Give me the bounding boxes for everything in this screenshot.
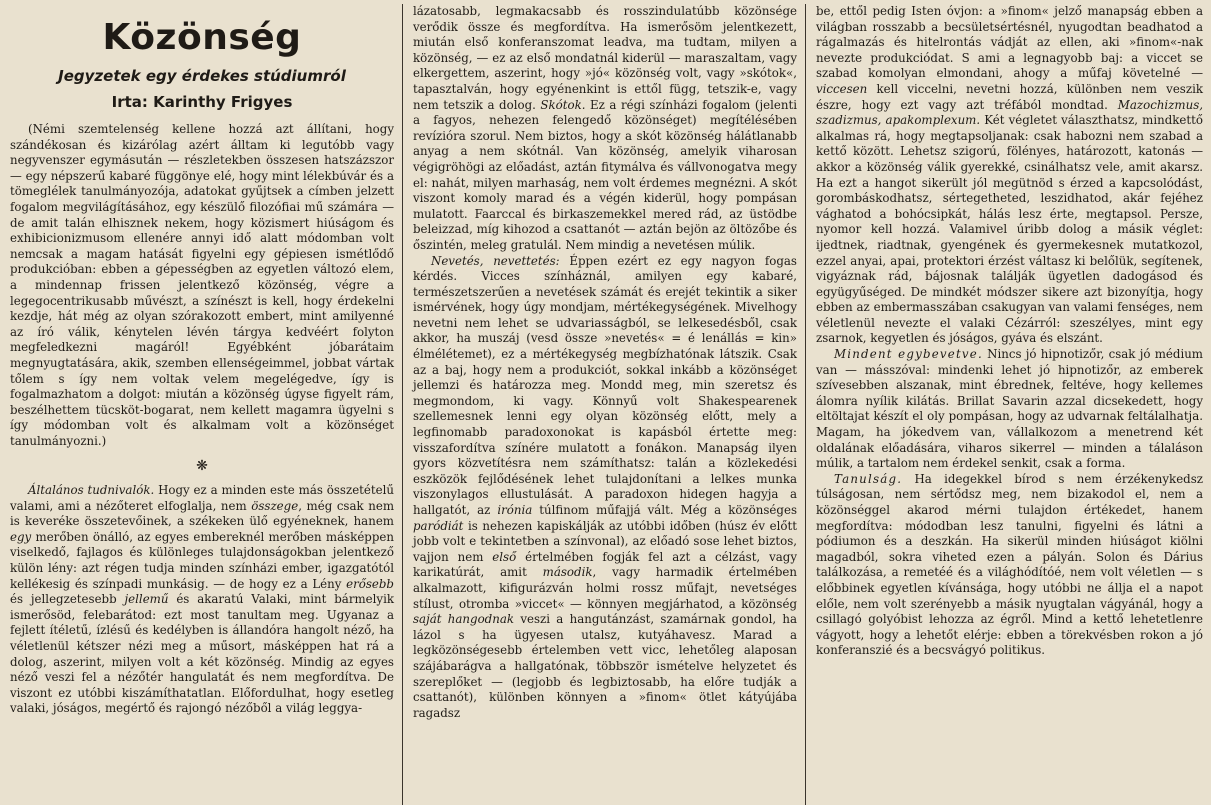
text-run: Nincs jó hipnotizőr, csak jó médium van — másszóval: mindenki lehet jó hipnotizőr, az emberek szívesebben alszanak, mint ébrednek, feltéve, hogy kellemes álomra nyílik kilátás. Brillat Savarin azzal dicsekedett, hogy eltöltajat készít el oly pompásan, hogy az udvarnak feltálalhatja. Magam, ha jókedvem van, vállalkozom a menetrend két oldalának előadására, viharos sikerrel — minden a tálaláson múlik, a tartalom nem érdekel senkit, csak a forma. (816, 347, 1203, 471)
continued-paragraph (816, 4, 1203, 347)
text-run: , még csak nem is keveréke összetevőinek, a székeken ülő egyéneknek, hanem (10, 498, 395, 529)
column-3 (806, 4, 1211, 801)
section-heading: Tanulság. (834, 471, 903, 486)
text-run: értelmében fogják fel azt a célzást, vagy karikatúrát, amit (413, 549, 797, 580)
text-run: Ha idegekkel bírod s nem érzékenykedsz túlságosan, nem sértődsz meg, nem bizakodol el, nem a közönséggel akarod mérni tulajdon értékedet, hanem megfordítva: módodban lesz tanulni, figyelni és látni a pódiumon és a deszkán. Ha sikerül minden hiúságot kiölni magadból, sokra viheted ezen a pályán. Solon és Dárius találkozása, a remetéé és a világhódítóé, nem volt véletlen — s előbbinek egyetlen kívánsága, hogy utóbbi ne állja el a napot előle, nem volt szerényebb a másik nyugtalan vágyánál, hogy a csillagó golyóbist lehozza az égről. Mind a kettő lehetetlenre vágyott, hogy a lehetőt elérje: ebben a törekvésben rokon a jó konferanszié és a becsvágyó politikus. (816, 471, 1203, 658)
section-heading: Skótok. (540, 97, 586, 112)
article-subtitle: Jegyzetek egy érdekes stúdiumról (58, 67, 346, 85)
text-run: veszi a hangutánzást, szamárnak gondol, ha lázol s ha ügyesen utalsz, kutyáhavesz. Marad a legközönségesebb értelemben vett vicc, lehetőleg alaposan szájábarágva a hallgatónak, többször ismételve helyzetet és szereplőket — (legjobb és legbiztosabb, ha előre tudják a csattanót), különben könnyen a »finom« ötlet kátyújába ragadsz (413, 612, 798, 720)
section-lesson-paragraph (816, 472, 1203, 659)
text-run: és akaratú Valaki, mint bármelyik ismerősöd, felebarátod: ezt most tanultam meg. Ugyanaz a fejlett ítéletű, ízlésű és kedélyben is állandóra hangolt néző, ha véletlenül kétszer nézi meg a műsort, másképpen hat rá a dolog, aszerint, milyen volt a két közönség. Mindig az egyes néző veszi fel a nézőtér hangulatát és nem megfordítva. De viszont ez utóbbi kiszámíthatatlan. Előfordulhat, hogy esetleg valaki, jóságos, megértő és rajongó nézőből a világ leggya- (10, 592, 394, 716)
section-divider-ornament: ❋ (196, 458, 208, 475)
section-heading: Mindent egybevetve. (834, 347, 983, 362)
section-laughter-paragraph (413, 254, 797, 722)
text-run-italic: egy (10, 529, 32, 544)
text-run: kell viccelni, nevetni hozzá, különben nem veszik észre, hogy ezt vagy azt tréfából mondtad. (816, 81, 1203, 112)
text-run-italic: erősebb (346, 576, 394, 591)
section-heading: Általános tudnivalók. (28, 483, 155, 498)
text-run: be, ettől pedig Isten óvjon: a »finom« jelző manapság ebben a világban rosszabb a becsületsértésnél, nyugodtan beadhatod a rágalmazás és hitelrontás vádját az ellen, aki »finom«-nak nevezte produkciódat. S ami a legnagyobb baj: a viccet se szabad komolyan elmondani, ahogy a műfaj követelné — (816, 4, 1203, 81)
text-run-italic: saját hangodnak (413, 612, 515, 627)
text-run-italic: irónia (497, 503, 533, 517)
text-run: Éppen ezért ez egy nagyon fogas kérdés. Vicces színháznál, amilyen egy kabaré, természetszerűen a nevetések számát és erejét tekintik a siker ismérvének, hogy úgy mondjam, mértékegységének. Mivelhogy nevetni nem lehet se udvariasságból, se lelkesedésből, csak akkor, ha muszáj (vesd össze »nevetés« = é lenállás = kin» élmélétemet), ez a mértékegység megbízhatónak látszik. Csak az a baj, hogy nem a produkciót, sokkal inkább a közönséget jellemzi és határozza meg. Mondd meg, min szeretsz és megmondom, ki vagy. Könnyű volt Shakespearenek szellemesnek lenni egy olyan közönség előtt, mely a legfinomabb paradoxonokat is kapásból értette meg: visszafordítva színére mulatott a fonákon. Manapság ilyen gyors közvetítésra nem számíthatsz: talán a közlekedési eszközök fejlődésének lehet tulajdonítani a lelkes munka viszonylagos ellustulását. A paradoxon hidegen hagyja a hallgatót, az (413, 253, 797, 517)
text-run: merőben önálló, az egyes embereknél merőben másképpen viselkedő, fajlagos és különleges tulajdonságokban jelentkező külön lény: azt régen tudja minden színházi ember, igazgatótól kellékesig és színpadi munkásig. — de hogy ez a Lény (10, 529, 394, 591)
text-run-italic: paródiát (413, 518, 464, 533)
section-heading: Nevetés, nevettetés: (431, 253, 560, 268)
column-2 (403, 4, 805, 801)
text-run: Két végletet választhatsz, mindkettő alkalmas rá, hogy megtapsoljanak: csak habozni nem szabad a kettő között. Lehetsz szigorú, fölényes, határozott, katonás — akkor a közönség válik gyerekké, csinálhatsz vele, amit akarsz. Ha ezt a hangot sikerült jól megütnöd s érzed a kapcsolódást, gorombáskodhatsz, sértegetheted, leszidhatod, akár fejéhez vághatod a bohócsipkát, hálás lesz érte, megtapsol. Persze, nyomor kell hozzá. Valamivel úribb dolog a másik véglet: ijedtnek, riadtnak, gyengének és gyermekesnek mutatkozol, ezzel anyai, apai, protektori érzést váltasz ki belőlük, segítenek, vigyáznak rád, bájosnak találják ügyetlen dadogásod és együgyűséged. De mindkét módszer sikere azt bizonyítja, hogy ebben az embermasszában csakugyan van valami fenséges, nem véletlenül nevezte el valaki Cézárról: szeszélyes, mint egy zsarnok, kegyetlen és jóságos, gyáva és elszánt. (816, 113, 1203, 346)
text-run: is nehezen kapiskálják az utóbbi időben (húsz év előtt jobb volt e tekintetben a színvonal), az előadó sose lehet biztos, vajjon nem (413, 518, 797, 564)
text-run: túlfinom műfajjá vált. Még a közönséges (532, 503, 797, 517)
text-run: Hogy ez a minden este más összetételű valami, ami a nézőteret elfoglalja, nem (10, 483, 394, 513)
text-run: , vagy harmadik értelmében alkalmazott, kifigurázván holmi rossz műfajt, nevetséges stílust, otromba »viccet« — könnyen megjárhatod, a közönség (413, 565, 798, 611)
section-summary-paragraph (816, 347, 1203, 472)
text-run-italic: második (542, 565, 593, 580)
text-run: lázatosabb, legmakacsabb és rosszindulatúbb közönsége verődik össze és megfordítva. Ha ismerősöm jelentkezett, miután első konferanszomat leadva, ma tudtam, milyen a közönség, — ez az első mondatnál kiderül — maraszaltam, vagy elkergettem, aszerint, hogy »jó« közönség volt, vagy »skótok«, tapasztalván, hogy egyénenkint is ettől függ, tetszik-e, vagy nem tetszik a dolog. (413, 4, 797, 112)
column-1 (0, 4, 402, 801)
text-run-italic: összege (251, 498, 299, 513)
text-run: Ez a régi színházi fogalom (jelenti a fagyos, nehezen felengedő közönséget) megítélésében revízióra szorul. Nem biztos, hogy a skót közönség hálátlanabb anyag a nem skótnál. Van közönség, amelyik viharosan végigröhögi az előadást, aztán fitymálva és vállvonogatva megy el: nahát, milyen marhaság, nem volt érdemes megnézni. A skót viszont komoly marad és a végén kiderül, hogy pompásan mulatott. Faarccal és birkaszemekkel mered rád, az üstödbe beleizzad, míg kihozod a csattanót — aztán bejön az öltözőbe és őszintén, meleg gratulál. Nem mindig a nevetésen múlik. (413, 97, 797, 252)
article-byline: Irta: Karinthy Frigyes (111, 93, 293, 111)
article-title: Közönség (102, 17, 302, 58)
text-run: és jellegzetesebb (10, 592, 125, 607)
continued-paragraph (413, 4, 797, 254)
text-run-italic: jellemű (124, 592, 169, 607)
section-heading: Mazochizmus, szadizmus, apakomplexum. (816, 97, 1203, 128)
section-general-paragraph (10, 483, 394, 717)
text-run-italic: első (492, 549, 517, 564)
intro-paragraph: (Némi szemtelenség kellene hozzá azt állítani, hogy szándékosan és kizárólag azért álltam ki legutóbb vagy negyvenszer egymásután — részletekben összesen hatszázszor — egy népszerű kabaré függönye elé, hogy mint lélekbúvár és a tömeglélek tanulmányozója, adatokat gyűjtsek a címben jelzett fogalom megvilágításához, egy készülő filozófiai mű számára — de amit talán elhisznek nekem, hogy közismert hiúságom és exhibicionizmusom ellenére annyi idő alatt módomban volt nemcsak a magam hatását figyelni egy gépiesen ismétlődő produkcióban: ebben a gépességben az egyetlen változó elem, a mindennap frissen jelentkező közönség, végre a legegocentrikusabb művészt, a színészt is kell, hogy érdekelni kezdje, hát még az olyan szórakozott embert, mint amilyenné az író válik, kénytelen lévén tárgya kedvéért folyton megfeledkezni magáról! Egyébként jóbarátaim megnyugtatására, akik, szemben ellenségeimmel, jobbat vártak tőlem s így nem voltak velem megelégedve, így is fogalmazhatom a dolgot: miután a közönség úgyse figyelt rám, beszélhettem tücsköt-bogarat, nem kellett magamra ügyelni s így módomban volt és alkalmam volt a közönséget tanulmányozni.) (10, 122, 394, 448)
text-run-italic: viccesen (816, 81, 868, 96)
